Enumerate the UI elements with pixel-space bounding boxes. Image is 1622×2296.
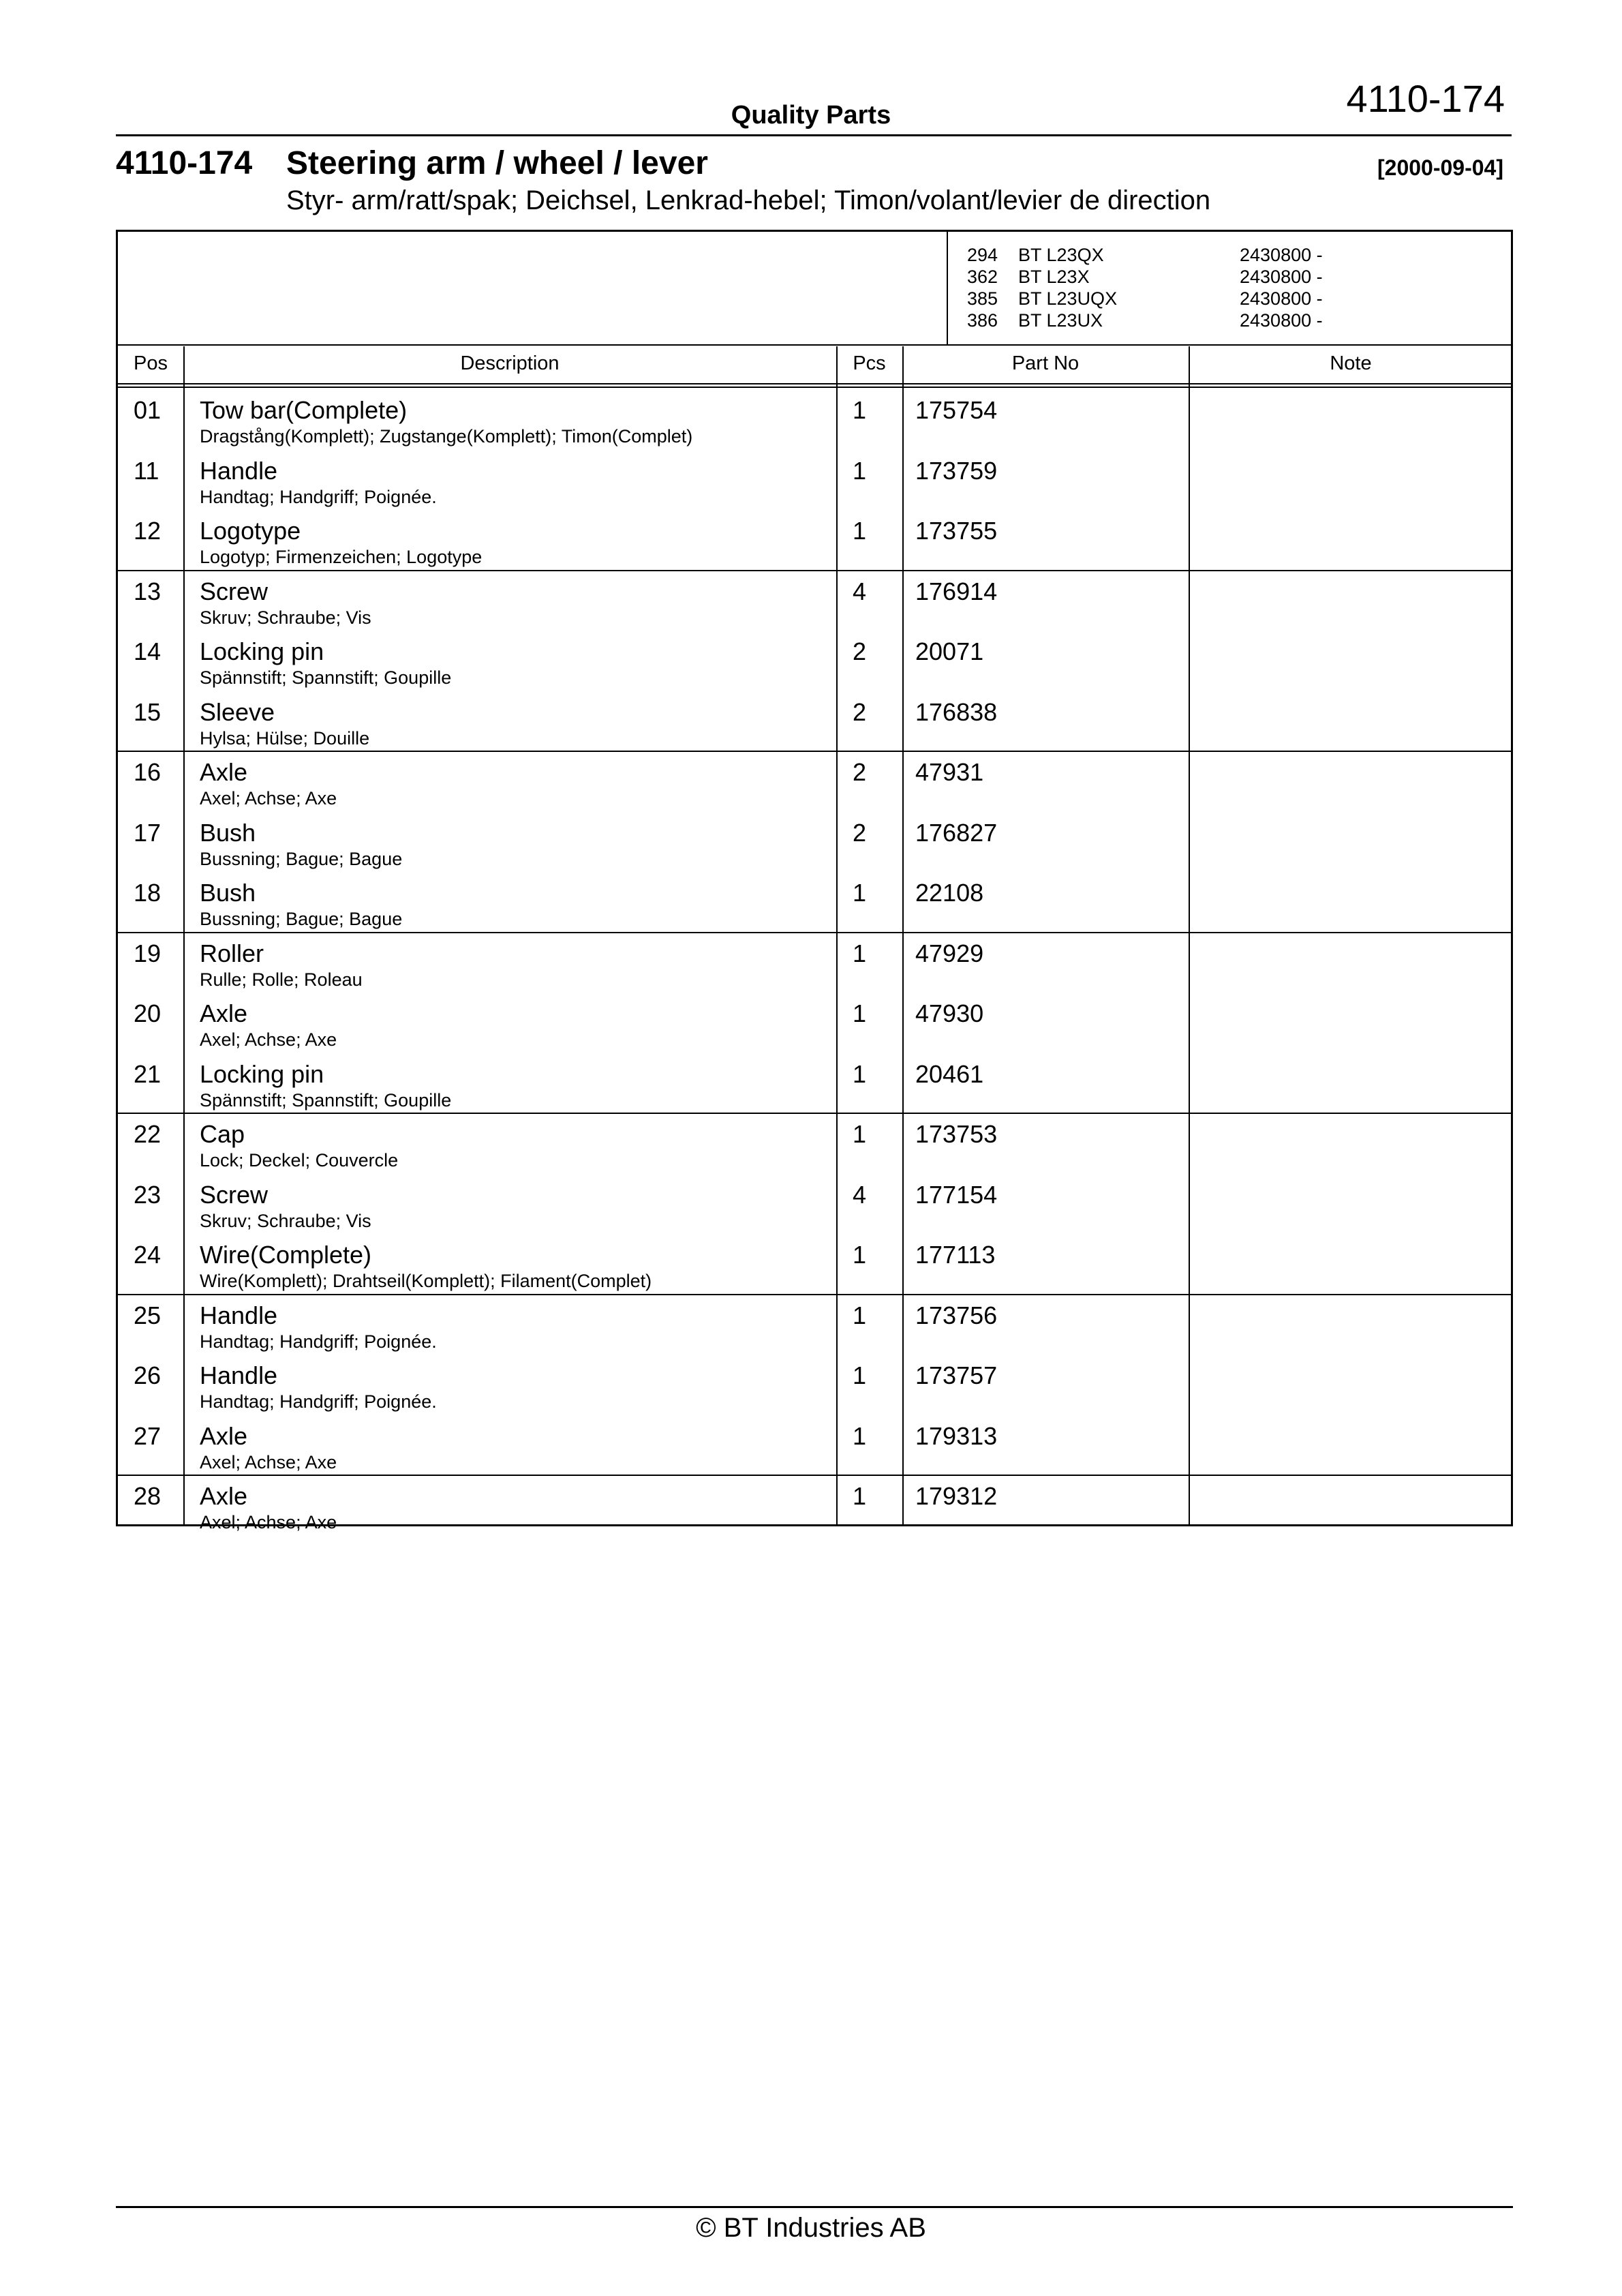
row-part-no: 47929 — [915, 939, 984, 967]
row-description: Tow bar(Complete) — [200, 396, 408, 424]
row-description: Axle — [200, 758, 248, 786]
row-description: Axle — [200, 1421, 248, 1450]
row-part-no: 173755 — [915, 517, 998, 545]
row-pos: 27 — [134, 1421, 162, 1450]
row-pos: 12 — [134, 517, 162, 545]
row-description: Logotype — [200, 517, 301, 545]
column-header-pcs: Pcs — [853, 352, 886, 374]
row-translations: Handtag; Handgriff; Poignée. — [200, 1391, 437, 1412]
row-pos: 25 — [134, 1301, 162, 1329]
model-name: BT L23X — [1018, 267, 1090, 287]
row-description: Bush — [200, 818, 256, 847]
row-translations: Wire(Komplett); Drahtseil(Komplett); Filament(Complet) — [200, 1271, 652, 1291]
group-divider — [118, 1294, 1511, 1295]
group-divider — [118, 1475, 1511, 1476]
row-description: Screw — [200, 1180, 269, 1209]
row-translations: Axel; Achse; Axe — [200, 1451, 337, 1472]
header-row-divider — [118, 383, 1511, 384]
row-part-no: 177154 — [915, 1180, 998, 1209]
row-translations: Rulle; Rolle; Roleau — [200, 969, 363, 990]
row-part-no: 47930 — [915, 999, 984, 1027]
table-row — [118, 1296, 1511, 1356]
model-serial: 2430800 - — [1240, 267, 1323, 287]
row-pcs: 1 — [853, 999, 867, 1027]
model-num: 386 — [967, 310, 998, 331]
row-part-no: 179313 — [915, 1421, 998, 1450]
row-description: Axle — [200, 1482, 248, 1510]
title-date: [2000-09-04] — [1377, 155, 1503, 180]
table-row — [118, 1477, 1511, 1537]
row-pos: 26 — [134, 1361, 162, 1389]
row-pcs: 1 — [853, 939, 867, 967]
row-pcs: 1 — [853, 1482, 867, 1510]
row-part-no: 20461 — [915, 1059, 984, 1088]
table-row — [118, 693, 1511, 753]
model-name: BT L23QX — [1018, 245, 1104, 265]
header-divider — [116, 134, 1512, 136]
row-description: Handle — [200, 1301, 278, 1329]
row-pos: 21 — [134, 1059, 162, 1088]
table-row — [118, 572, 1511, 632]
row-part-no: 176838 — [915, 697, 998, 726]
row-pos: 16 — [134, 758, 162, 786]
row-pos: 22 — [134, 1120, 162, 1148]
row-description: Screw — [200, 577, 269, 605]
group-divider — [118, 932, 1511, 933]
row-pcs: 1 — [853, 1059, 867, 1088]
row-pcs: 2 — [853, 818, 867, 847]
column-header-part-no: Part No — [1011, 352, 1080, 374]
row-translations: Handtag; Handgriff; Poignée. — [200, 1331, 437, 1352]
table-row — [118, 1356, 1511, 1416]
table-row — [118, 873, 1511, 933]
row-part-no: 179312 — [915, 1482, 998, 1510]
row-translations: Dragstång(Komplett); Zugstange(Komplett); Timon(Complet) — [200, 426, 693, 447]
row-description: Roller — [200, 939, 264, 967]
table-row — [118, 1235, 1511, 1295]
group-divider — [118, 751, 1511, 752]
row-part-no: 175754 — [915, 396, 998, 424]
row-pos: 28 — [134, 1482, 162, 1510]
row-part-no: 177113 — [915, 1241, 996, 1269]
table-row — [118, 511, 1511, 571]
row-pcs: 1 — [853, 1241, 867, 1269]
table-row — [118, 1115, 1511, 1175]
table-row — [118, 1175, 1511, 1235]
row-part-no: 22108 — [915, 879, 984, 907]
row-part-no: 20071 — [915, 637, 984, 665]
row-translations: Handtag; Handgriff; Poignée. — [200, 486, 437, 507]
table-divider — [118, 344, 1511, 346]
row-description: Handle — [200, 1361, 278, 1389]
row-description: Sleeve — [200, 697, 275, 726]
title-number: 4110-174 — [116, 145, 253, 181]
models-box — [947, 232, 1514, 344]
row-pcs: 1 — [853, 517, 867, 545]
row-translations: Spännstift; Spannstift; Goupille — [200, 667, 452, 688]
model-name: BT L23UQX — [1018, 288, 1118, 309]
row-pcs: 4 — [853, 1180, 867, 1209]
table-row — [118, 391, 1511, 451]
table-row — [118, 1417, 1511, 1477]
page-title: Steering arm / wheel / lever — [286, 145, 708, 181]
row-translations: Axel; Achse; Axe — [200, 788, 337, 809]
row-pos: 14 — [134, 637, 162, 665]
row-description: Axle — [200, 999, 248, 1027]
row-description: Wire(Complete) — [200, 1241, 372, 1269]
group-divider — [118, 570, 1511, 571]
model-serial: 2430800 - — [1240, 288, 1323, 309]
row-pcs: 1 — [853, 1120, 867, 1148]
row-pos: 19 — [134, 939, 162, 967]
document-number: 4110-174 — [1346, 77, 1505, 120]
table-row — [118, 632, 1511, 692]
row-description: Locking pin — [200, 1059, 324, 1088]
footer-copyright: © BT Industries AB — [696, 2213, 926, 2243]
row-translations: Lock; Deckel; Couvercle — [200, 1150, 399, 1170]
row-pos: 20 — [134, 999, 162, 1027]
row-pcs: 1 — [853, 1301, 867, 1329]
row-pos: 24 — [134, 1241, 162, 1269]
page-subtitle: Styr- arm/ratt/spak; Deichsel, Lenkrad-hebel; Timon/volant/levier de direction — [286, 185, 1211, 215]
row-description: Bush — [200, 879, 256, 907]
row-pos: 17 — [134, 818, 162, 847]
row-translations: Hylsa; Hülse; Douille — [200, 727, 370, 749]
row-translations: Axel; Achse; Axe — [200, 1512, 337, 1532]
row-pcs: 4 — [853, 577, 867, 605]
model-name: BT L23UX — [1018, 310, 1103, 331]
model-serial: 2430800 - — [1240, 245, 1323, 265]
header-row-divider — [118, 387, 1511, 388]
row-pcs: 2 — [853, 758, 867, 786]
column-header-description: Description — [460, 352, 560, 374]
parts-table — [116, 230, 1513, 1532]
row-part-no: 173753 — [915, 1120, 998, 1148]
row-part-no: 173759 — [915, 456, 998, 485]
table-row — [118, 1055, 1511, 1115]
row-translations: Skruv; Schraube; Vis — [200, 607, 371, 628]
row-pos: 11 — [134, 456, 159, 485]
row-pcs: 1 — [853, 396, 867, 424]
row-part-no: 176914 — [915, 577, 998, 605]
row-pos: 15 — [134, 697, 162, 726]
table-row — [118, 813, 1511, 873]
row-pcs: 1 — [853, 1361, 867, 1389]
row-description: Locking pin — [200, 637, 324, 665]
model-num: 385 — [967, 288, 998, 309]
row-pos: 18 — [134, 879, 162, 907]
table-row — [118, 753, 1511, 813]
model-num: 294 — [967, 245, 998, 265]
row-pos: 23 — [134, 1180, 162, 1209]
row-translations: Spännstift; Spannstift; Goupille — [200, 1089, 452, 1111]
row-translations: Bussning; Bague; Bague — [200, 909, 403, 929]
table-row — [118, 994, 1511, 1054]
row-translations: Axel; Achse; Axe — [200, 1029, 337, 1050]
row-pcs: 2 — [853, 637, 867, 665]
group-divider — [118, 1113, 1511, 1114]
model-serial: 2430800 - — [1240, 310, 1323, 331]
header-label: Quality Parts — [731, 101, 891, 130]
row-translations: Skruv; Schraube; Vis — [200, 1210, 371, 1231]
row-pos: 13 — [134, 577, 162, 605]
row-part-no: 173756 — [915, 1301, 998, 1329]
row-part-no: 176827 — [915, 818, 998, 847]
row-pcs: 1 — [853, 456, 867, 485]
row-part-no: 47931 — [915, 758, 984, 786]
row-pcs: 1 — [853, 879, 867, 907]
row-description: Handle — [200, 456, 278, 485]
row-translations: Logotyp; Firmenzeichen; Logotype — [200, 547, 483, 567]
row-translations: Bussning; Bague; Bague — [200, 848, 403, 869]
row-pos: 01 — [134, 396, 162, 424]
row-description: Cap — [200, 1120, 245, 1148]
footer-divider — [116, 2206, 1513, 2208]
column-header-note: Note — [1330, 352, 1372, 374]
row-part-no: 173757 — [915, 1361, 998, 1389]
table-row — [118, 451, 1511, 511]
table-row — [118, 934, 1511, 994]
row-pcs: 1 — [853, 1421, 867, 1450]
column-header-pos: Pos — [134, 352, 168, 374]
model-num: 362 — [967, 267, 998, 287]
row-pcs: 2 — [853, 697, 867, 726]
